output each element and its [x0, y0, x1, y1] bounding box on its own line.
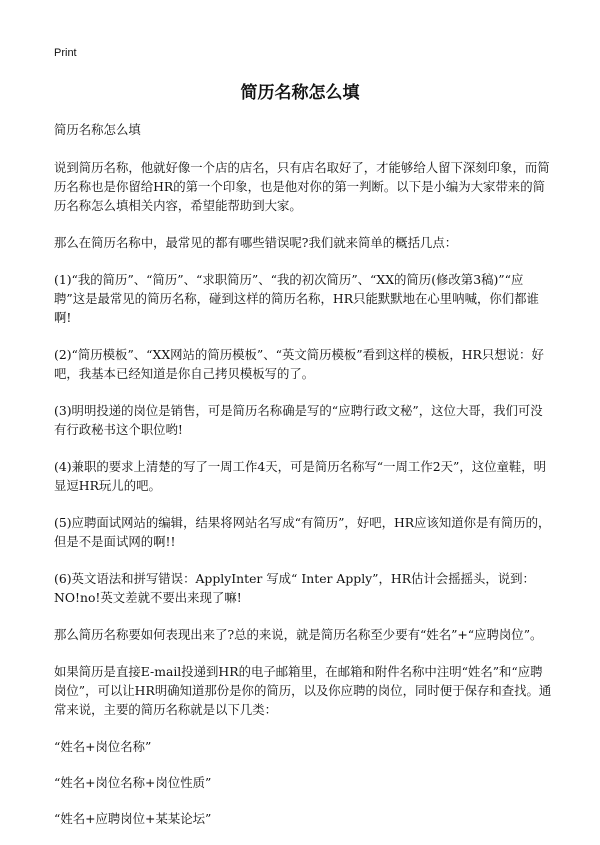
error-item-5: (5)应聘面试网站的编辑，结果将网站名写成“有简历”，好吧，HR应该知道你是有简历的，但是不是面试网的啊!! — [54, 515, 551, 549]
article-body — [54, 120, 554, 845]
error-item-3: (3)明明投递的岗位是销售，可是简历名称确是写的“应聘行政文秘”，这位大哥，我们可没有行政秘书这个职位哟! — [54, 403, 543, 437]
error-item-6: (6)英文语法和拼写错误：ApplyInter 写成“ Inter Apply”，HR估计会摇摇头，说到：NO!no!英文差就不要出来现了嘛! — [54, 571, 535, 605]
how-to-paragraph: 那么简历名称要如何表现出来了?总的来说，就是简历名称至少要有“姓名”+“应聘岗位”。 — [54, 627, 543, 642]
email-paragraph: 如果简历是直接E-mail投递到HR的电子邮箱里，在邮箱和附件名称中注明“姓名”和“应聘岗位”，可以让HR明确知道那份是你的简历，以及你应聘的岗位，同时便于保存和查找。通常来说，主要的简历名称就是以下几类： — [54, 664, 552, 717]
format-item-1: “姓名+岗位名称” — [54, 739, 152, 754]
error-item-1: (1)“我的简历”、“简历”、“求职简历”、“我的初次简历”、“XX的简历(修改第3稿)”“应聘”这是最常见的简历名称，碰到这样的简历名称，HR只能默默地在心里呐喊，你们都谁啊! — [54, 272, 539, 325]
intro-paragraph: 说到简历名称，他就好像一个店的店名，只有店名取好了，才能够给人留下深刻印象，而简历名称也是你留给HR的第一个印象，也是他对你的第一判断。以下是小编为大家带来的简历名称怎么填相关内容，希望能帮助到大家。 — [54, 160, 550, 213]
error-item-2: (2)“简历模板”、“XX网站的简历模板”、“英文简历模板”看到这样的模板，HR只想说：好吧，我基本已经知道是你自己拷贝模板写的了。 — [54, 347, 544, 381]
page-title: 简历名称怎么填 — [240, 83, 360, 103]
error-item-4: (4)兼职的要求上清楚的写了一周工作4天，可是简历名称写“一周工作2天”，这位童鞋，明显逗HR玩儿的吧。 — [54, 459, 547, 493]
article-subtitle: 简历名称怎么填 — [54, 122, 141, 137]
format-item-2: “姓名+岗位名称+岗位性质” — [54, 775, 212, 790]
common-errors-paragraph: 那么在简历名称中，最常见的都有哪些错误呢?我们就来简单的概括几点： — [54, 235, 458, 250]
format-item-3: “姓名+应聘岗位+某某论坛” — [54, 811, 212, 826]
print-label[interactable]: Print — [54, 47, 77, 59]
